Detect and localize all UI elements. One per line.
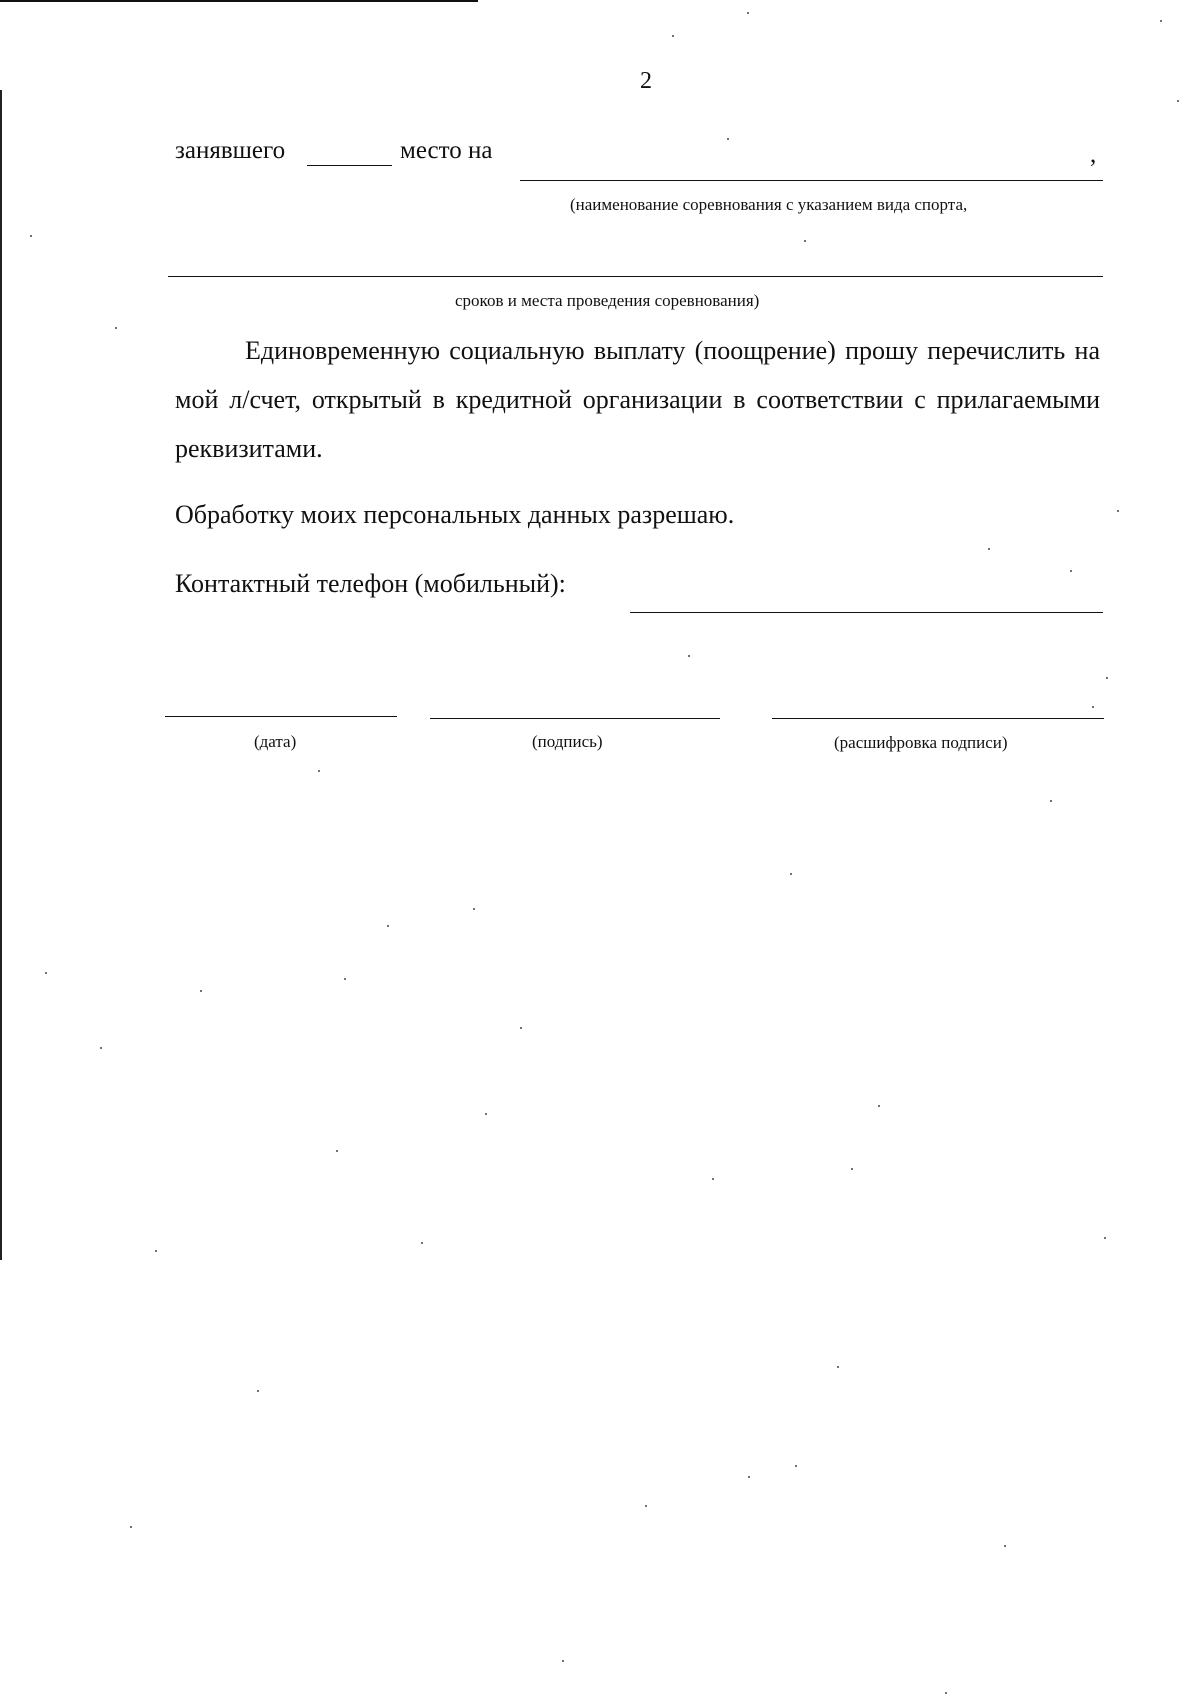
scan-speck	[748, 1476, 750, 1478]
date-caption: (дата)	[254, 732, 297, 751]
scan-speck	[1004, 1545, 1006, 1547]
scan-speck	[520, 1027, 522, 1029]
place-number-blank[interactable]	[307, 165, 392, 166]
scan-speck	[473, 908, 475, 910]
scan-speck	[318, 770, 320, 772]
phone-label: Контактный телефон (мобильный):	[175, 569, 566, 598]
scan-speck	[562, 1660, 564, 1662]
scan-speck	[837, 1366, 839, 1368]
scan-speck	[1177, 100, 1179, 102]
signature-decoding-blank[interactable]	[772, 718, 1104, 719]
scan-speck	[115, 327, 117, 329]
competition-name-caption: (наименование соревнования с указанием вида спорта,	[570, 195, 968, 214]
scan-speck	[645, 1505, 647, 1507]
consent-text: Обработку моих персональных данных разрешаю.	[175, 500, 735, 529]
scan-speck	[1070, 570, 1072, 572]
scan-speck	[747, 12, 749, 14]
scan-speck	[30, 235, 32, 237]
scan-speck	[1106, 677, 1108, 679]
scan-speck	[988, 548, 990, 550]
signature-caption: (подпись)	[532, 732, 603, 751]
scan-speck	[1160, 20, 1162, 22]
scan-speck	[851, 1168, 853, 1170]
scan-speck	[387, 925, 389, 927]
signature-blank[interactable]	[430, 718, 720, 719]
scan-speck	[200, 990, 202, 992]
scan-speck	[878, 1105, 880, 1107]
placement-prefix: занявшего	[175, 137, 286, 164]
payment-request-paragraph: Единовременную социальную выплату (поощрение) прошу перечислить на мой л/счет, открытый в кредитной организации в соответствии с прилагаемыми реквизитами.	[175, 336, 1100, 463]
phone-blank[interactable]	[630, 612, 1103, 613]
scan-speck	[727, 138, 729, 140]
trailing-comma: ,	[1090, 141, 1097, 168]
scan-speck	[1050, 800, 1052, 802]
scan-speck	[257, 1390, 259, 1392]
scan-speck	[155, 1250, 157, 1252]
scan-speck	[1104, 1237, 1106, 1239]
scan-speck	[688, 655, 690, 657]
scan-speck	[672, 35, 674, 37]
scan-top-rule	[0, 0, 478, 2]
scan-speck	[45, 972, 47, 974]
scan-speck	[421, 1242, 423, 1244]
placement-middle: место на	[400, 137, 493, 164]
scan-speck	[712, 1178, 714, 1180]
date-blank[interactable]	[165, 716, 397, 717]
scan-speck	[1092, 706, 1094, 708]
scan-speck	[1117, 510, 1119, 512]
scan-speck	[790, 873, 792, 875]
scan-speck	[100, 1047, 102, 1049]
competition-dates-blank[interactable]	[168, 276, 1103, 277]
scan-speck	[795, 1465, 797, 1467]
scan-speck	[130, 1526, 132, 1528]
competition-dates-caption: сроков и места проведения соревнования)	[455, 291, 760, 310]
scan-speck	[804, 240, 806, 242]
scan-left-edge	[0, 90, 2, 1260]
scan-speck	[945, 1692, 947, 1694]
signature-decoding-caption: (расшифровка подписи)	[834, 733, 1008, 752]
scan-speck	[485, 1113, 487, 1115]
competition-name-blank[interactable]	[520, 180, 1103, 181]
page-number: 2	[640, 68, 652, 94]
scan-speck	[344, 978, 346, 980]
scan-speck	[336, 1150, 338, 1152]
